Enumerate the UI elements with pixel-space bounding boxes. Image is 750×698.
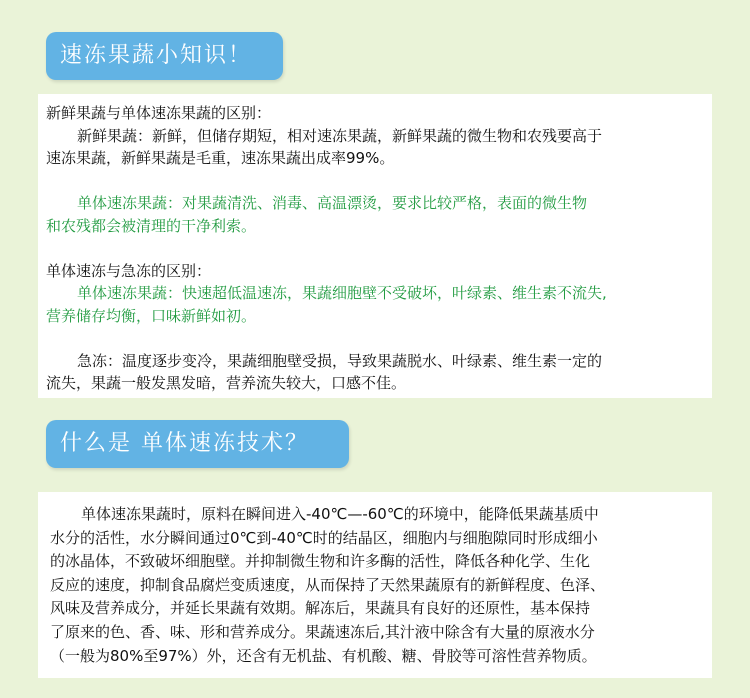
iqf-paragraph-line-4: 反应的速度，抑制食品腐烂变质速度，从而保持了天然果蔬原有的新鲜程度、色泽、 — [50, 575, 606, 594]
iqf-freeze-text: 单体速冻果蔬：快速超低温速冻，果蔬细胞壁不受破坏，叶绿素、维生素不流失, — [77, 284, 607, 302]
quick-freeze-text-cont: 流失，果蔬一般发黑发暗，营养流失较大，口感不佳。 — [46, 374, 407, 392]
comparison-card — [38, 94, 712, 398]
iqf-vs-quick-freeze-heading: 单体速冻与急冻的区别： — [46, 261, 212, 280]
fresh-vs-iqf-heading: 新鲜果蔬与单体速冻果蔬的区别： — [46, 104, 272, 122]
spacer — [46, 170, 712, 193]
spacer — [46, 327, 712, 350]
quick-freeze-text: 急冻：温度逐步变冷，果蔬细胞壁受损，导致果蔬脱水、叶绿素、维生素一定的 — [77, 351, 603, 370]
iqf-paragraph-line-2: 水分的活性，水分瞬间通过0℃到-40℃时的结晶区，细胞内与细胞隙同时形成细小 — [50, 528, 598, 547]
iqf-technology-card — [38, 492, 712, 678]
iqf-produce-text: 单体速冻果蔬：对果蔬清洗、消毒、高温漂烫，要求比较严格，表面的微生物 — [77, 194, 588, 212]
iqf-paragraph-line-7: （一般为80%至97%）外，还含有无机盐、有机酸、糖、骨胶等可溶性营养物质。 — [50, 646, 597, 665]
iqf-paragraph-line-5: 风味及营养成分，并延长果蔬有效期。解冻后，果蔬具有良好的还原性，基本保持 — [50, 599, 591, 618]
fresh-produce-text-cont: 速冻果蔬，新鲜果蔬是毛重，速冻果蔬出成率99%。 — [46, 149, 395, 167]
iqf-paragraph-line-6: 了原来的色、香、味、形和营养成分。果蔬速冻后,其汁液中除含有大量的原液水分 — [50, 622, 595, 641]
iqf-paragraph-line-1: 单体速冻果蔬时，原料在瞬间进入-40℃—-60℃的环境中，能降低果蔬基质中 — [81, 505, 599, 523]
iqf-paragraph-line-3: 的冰晶体，不致破坏细胞壁。并抑制微生物和许多酶的活性，降低各种化学、生化 — [50, 552, 591, 571]
section-title-frozen-knowledge: 速冻果蔬小知识！ — [46, 32, 283, 80]
section-title-iqf-technology: 什么是 单体速冻技术？ — [46, 420, 349, 468]
spacer — [46, 237, 712, 260]
fresh-produce-text: 新鲜果蔬：新鲜，但储存期短，相对速冻果蔬，新鲜果蔬的微生物和农残要高于 — [77, 126, 603, 145]
iqf-produce-text-cont: 和农残都会被清理的干净利索。 — [46, 216, 257, 235]
iqf-freeze-text-cont: 营养储存均衡，口味新鲜如初。 — [46, 306, 257, 325]
